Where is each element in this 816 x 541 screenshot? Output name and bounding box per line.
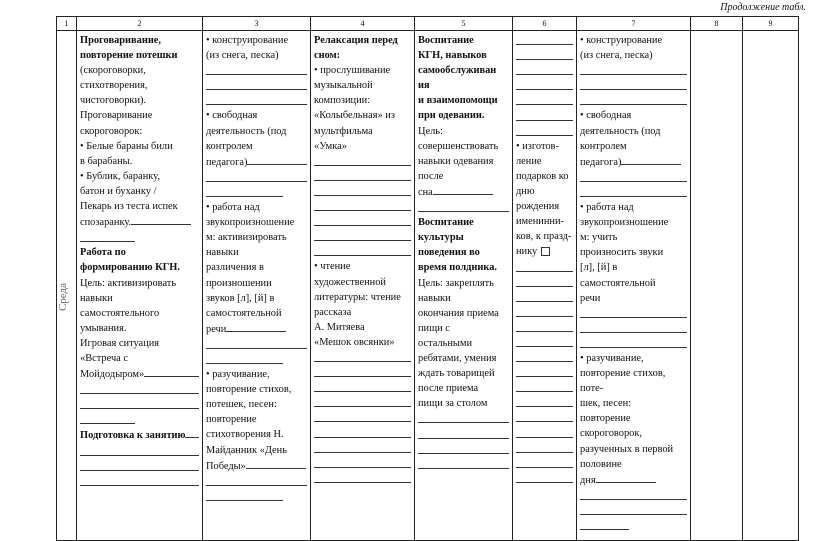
text-line: • свободная xyxy=(580,110,632,122)
fill-line xyxy=(516,335,573,350)
fill-line xyxy=(516,275,573,290)
cell-col6 xyxy=(513,31,577,541)
fill-line xyxy=(314,441,411,456)
text-line: навыки xyxy=(80,292,113,304)
fill-line xyxy=(418,442,509,457)
text-line: скороговорок, xyxy=(580,428,642,440)
text-line: контролем xyxy=(580,140,627,152)
fill-line xyxy=(185,427,199,438)
cell-col8 xyxy=(691,31,743,541)
text-line: звуков [л], [й] в xyxy=(206,292,275,304)
text-line: «Встреча с xyxy=(80,352,129,364)
header-cell-9: 9 xyxy=(743,17,799,31)
header-cell-8: 8 xyxy=(691,17,743,31)
fill-line xyxy=(314,184,411,199)
text-line: и взаимопомощи xyxy=(418,95,498,107)
checkbox-icon xyxy=(541,247,550,256)
text-line: окончания приема xyxy=(418,307,499,319)
header-cell-2: 2 xyxy=(77,17,203,31)
text-line: Пекарь из теста испек xyxy=(80,201,178,213)
text-line: Мойдодыром» xyxy=(80,366,199,382)
text-line: дня xyxy=(580,472,687,488)
fill-line xyxy=(314,154,411,169)
fill-line xyxy=(206,185,307,200)
header-cell-4: 4 xyxy=(311,17,415,31)
text-line: ия xyxy=(418,80,430,92)
continuation-caption: Продолжение табл. xyxy=(720,2,806,13)
fill-line xyxy=(596,472,656,483)
text-line: Релаксация перед xyxy=(314,35,398,46)
fill-line xyxy=(418,457,509,472)
text-line: после приема xyxy=(418,383,479,395)
fill-line xyxy=(516,395,573,410)
text-line: литературы: чтение xyxy=(314,291,401,303)
fill-line xyxy=(580,93,687,108)
fill-line xyxy=(226,321,286,332)
fill-line xyxy=(418,411,509,426)
text-line: деятельность (под xyxy=(206,125,287,137)
day-label: Среда xyxy=(57,282,70,312)
fill-line xyxy=(516,441,573,456)
fill-line xyxy=(206,93,307,108)
cell-col4 xyxy=(311,31,415,541)
text-line: навыки одевания xyxy=(418,155,494,167)
text-line: «Умка» xyxy=(314,140,347,152)
text-line: дню xyxy=(516,185,535,197)
text-line: сном: xyxy=(314,50,341,62)
text-line: ждать товарищей xyxy=(418,368,495,380)
text-line: подарков ко xyxy=(516,170,569,182)
text-line: Воспитание xyxy=(418,217,474,229)
fill-line xyxy=(80,412,199,427)
text-line: • конструирование xyxy=(206,35,289,46)
text-line: Цель: закреплять xyxy=(418,277,494,289)
text-line: повторение xyxy=(206,414,257,426)
text-line: Цель: активизировать xyxy=(80,277,177,289)
fill-line xyxy=(516,33,573,48)
text-line: чистоговорки). xyxy=(80,95,147,107)
fill-line xyxy=(80,459,199,474)
header-cell-7: 7 xyxy=(577,17,691,31)
fill-line xyxy=(80,397,199,412)
text-line: рассказа xyxy=(314,306,352,318)
fill-line xyxy=(516,380,573,395)
fill-line xyxy=(580,518,687,533)
text-line: Игровая ситуация xyxy=(80,337,160,349)
text-line: педагога) xyxy=(580,154,687,170)
header-cell-6: 6 xyxy=(513,17,577,31)
text-line: поте- xyxy=(580,383,604,395)
col4-content xyxy=(311,31,414,486)
fill-line xyxy=(580,185,687,200)
text-line: стихотворения Н. xyxy=(206,429,284,441)
fill-line xyxy=(314,199,411,214)
fill-line xyxy=(621,154,681,165)
text-line: речи xyxy=(206,321,307,337)
text-line: в барабаны. xyxy=(80,155,133,167)
fill-line xyxy=(516,350,573,365)
text-line: половине xyxy=(580,458,622,470)
col5-content xyxy=(415,31,512,472)
fill-line xyxy=(247,154,307,165)
fill-line xyxy=(516,259,573,274)
text-line: А. Митяева xyxy=(314,321,365,333)
text-line: Воспитание xyxy=(418,35,474,46)
text-line: остальными xyxy=(418,337,473,349)
text-line: • Бублик, баранку, xyxy=(80,170,160,182)
text-line: произношении xyxy=(206,277,272,289)
cell-col7 xyxy=(577,31,691,541)
cell-col5 xyxy=(415,31,513,541)
header-cell-5: 5 xyxy=(415,17,513,31)
text-line: самостоятельной xyxy=(206,307,282,319)
fill-line xyxy=(516,48,573,63)
text-line: самостоятельного xyxy=(80,307,160,319)
fill-line xyxy=(516,63,573,78)
fill-line xyxy=(314,214,411,229)
col2-content xyxy=(77,31,202,489)
text-line: формированию КГН. xyxy=(80,262,180,274)
text-line: • прослушивание xyxy=(314,65,391,77)
text-line: культуры xyxy=(418,232,464,244)
text-line: [л], [й] в xyxy=(580,262,618,274)
fill-line xyxy=(80,444,199,459)
text-line: после xyxy=(418,170,444,182)
header-cell-3: 3 xyxy=(203,17,311,31)
header-cell-1: 1 xyxy=(57,17,77,31)
text-line: поведения во xyxy=(418,247,480,259)
fill-line xyxy=(314,456,411,471)
text-line: различения в xyxy=(206,262,264,274)
text-line: Подготовка к занятию xyxy=(80,427,199,443)
fill-line xyxy=(80,230,199,245)
fill-line xyxy=(131,214,191,225)
fill-line xyxy=(314,244,411,259)
text-line: самостоятельной xyxy=(580,277,656,289)
text-line: повторение стихов, xyxy=(580,368,666,380)
text-line: повторение потешки xyxy=(80,50,178,62)
fill-line xyxy=(516,456,573,471)
fill-line xyxy=(418,200,509,215)
text-line: Цель: xyxy=(418,125,443,137)
text-line: • конструирование xyxy=(580,35,663,46)
text-line: Работа по xyxy=(80,247,126,259)
text-line: • разучивание, xyxy=(580,352,644,364)
cell-col3 xyxy=(203,31,311,541)
text-line: навыки xyxy=(418,292,451,304)
fill-line xyxy=(516,78,573,93)
fill-line xyxy=(206,170,307,185)
text-line: • Белые бараны били xyxy=(80,140,173,152)
text-line: скороговорок: xyxy=(80,125,143,137)
text-line: время полдника. xyxy=(418,262,498,274)
text-line: повторение стихов, xyxy=(206,384,292,396)
header-row xyxy=(57,17,799,31)
text-line: ребятами, умения xyxy=(418,352,497,364)
text-line: Победы» xyxy=(206,458,307,474)
fill-line xyxy=(580,170,687,185)
text-line: потешек, песен: xyxy=(206,399,277,411)
fill-line xyxy=(580,78,687,93)
text-line: шек, песен: xyxy=(580,398,632,410)
text-line: педагога) xyxy=(206,154,307,170)
text-line: (из снега, песка) xyxy=(580,50,653,62)
text-line: музыкальной xyxy=(314,80,373,92)
fill-line xyxy=(314,350,411,365)
col7-content xyxy=(577,31,690,533)
fill-line xyxy=(206,474,307,489)
col3-content xyxy=(203,31,310,504)
text-line: стихотворения, xyxy=(80,80,148,92)
fill-line xyxy=(516,365,573,380)
text-line: ление xyxy=(516,155,542,167)
fill-line xyxy=(516,410,573,425)
text-line: умывания. xyxy=(80,322,127,334)
text-line: • свободная xyxy=(206,110,258,122)
fill-line xyxy=(206,489,307,504)
fill-line xyxy=(580,488,687,503)
text-line: • работа над xyxy=(580,202,634,214)
fill-line xyxy=(206,63,307,78)
fill-line xyxy=(516,305,573,320)
text-line: Проговаривание, xyxy=(80,35,162,46)
cell-col9 xyxy=(743,31,799,541)
text-line: повторение xyxy=(580,413,631,425)
text-line: (скороговорки, xyxy=(80,65,146,77)
text-line: • чтение xyxy=(314,261,351,273)
fill-line xyxy=(314,229,411,244)
cell-col2 xyxy=(77,31,203,541)
fill-line xyxy=(516,320,573,335)
text-line: • разучивание, xyxy=(206,369,270,381)
fill-line xyxy=(314,395,411,410)
text-line: совершенствовать xyxy=(418,140,499,152)
text-line: м: активизировать xyxy=(206,232,287,244)
fill-line xyxy=(580,63,687,78)
text-line: КГН, навыков xyxy=(418,50,487,62)
text-line: рождения xyxy=(516,201,560,213)
fill-line xyxy=(144,366,199,377)
text-line: «Мешок овсянки» xyxy=(314,336,395,348)
fill-line xyxy=(314,410,411,425)
fill-line xyxy=(206,352,307,367)
fill-line xyxy=(516,425,573,440)
plan-table xyxy=(56,16,799,541)
fill-line xyxy=(80,474,199,489)
text-line: спозаранку. xyxy=(80,214,199,230)
fill-line xyxy=(516,471,573,486)
fill-line xyxy=(433,184,493,195)
fill-line xyxy=(516,124,573,139)
text-line: при одевании. xyxy=(418,110,485,122)
text-line: пищи за столом xyxy=(418,398,488,410)
fill-line xyxy=(314,425,411,440)
text-line: Майданник «День xyxy=(206,444,287,456)
text-line: контролем xyxy=(206,140,253,152)
text-line: речи xyxy=(580,292,601,304)
fill-line xyxy=(314,471,411,486)
text-line: пищи с xyxy=(418,322,450,334)
text-line: нику xyxy=(516,244,573,259)
text-line: разученных в первой xyxy=(580,443,674,455)
fill-line xyxy=(206,78,307,93)
text-line: (из снега, песка) xyxy=(206,50,279,62)
fill-line xyxy=(206,337,307,352)
text-line: деятельность (под xyxy=(580,125,661,137)
text-line: произносить звуки xyxy=(580,247,664,259)
fill-line xyxy=(246,458,306,469)
text-line: сна xyxy=(418,184,509,200)
wednesday-row xyxy=(57,31,799,541)
fill-line xyxy=(580,503,687,518)
col6-content xyxy=(513,31,576,486)
text-line: Проговаривание xyxy=(80,110,153,122)
text-line: композиции: xyxy=(314,95,371,107)
fill-line xyxy=(80,382,199,397)
text-line: навыки xyxy=(206,247,239,259)
text-line: «Колыбельная» из xyxy=(314,110,395,122)
fill-line xyxy=(516,290,573,305)
fill-line xyxy=(418,426,509,441)
fill-line xyxy=(580,306,687,321)
fill-line xyxy=(314,380,411,395)
text-line: художественной xyxy=(314,276,386,288)
text-line: именинни- xyxy=(516,216,565,228)
fill-line xyxy=(516,108,573,123)
fill-line xyxy=(516,93,573,108)
text-line: • изготов- xyxy=(516,140,559,152)
text-line: • работа над xyxy=(206,202,260,214)
text-line: батон и буханку / xyxy=(80,185,157,197)
text-line: мультфильма xyxy=(314,125,373,137)
fill-line xyxy=(314,169,411,184)
text-line: ков, к празд- xyxy=(516,231,572,243)
text-line: м: учить xyxy=(580,232,618,244)
fill-line xyxy=(314,365,411,380)
fill-line xyxy=(580,321,687,336)
day-cell xyxy=(57,31,77,541)
text-line: звукопроизношение xyxy=(580,217,669,229)
text-line: звукопроизношение xyxy=(206,217,295,229)
text-line: самообслуживан xyxy=(418,65,497,77)
fill-line xyxy=(580,336,687,351)
